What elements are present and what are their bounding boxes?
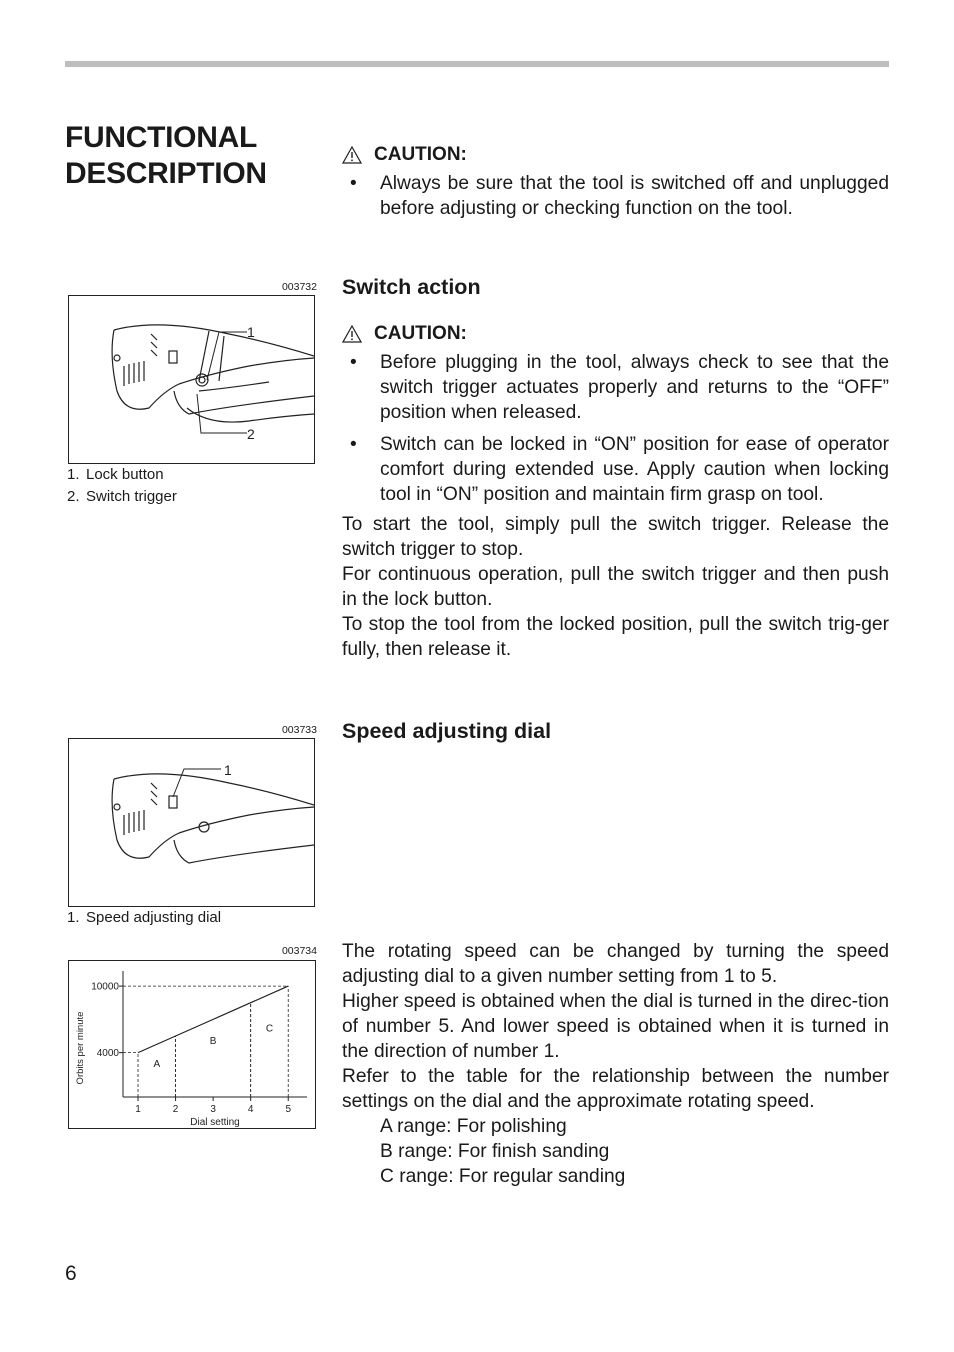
caution-bullet: • Before plugging in the tool, always check to see that the switch trigger actuates properly and returns to the “OFF” position when released. — [350, 352, 889, 423]
figure-legend — [67, 464, 177, 508]
legend-label: Lock button — [86, 466, 164, 483]
legend-label: Speed adjusting dial — [86, 909, 222, 926]
x-tick-label: 3 — [210, 1104, 216, 1115]
legend-item — [67, 464, 177, 486]
caution-bullet-text: Switch can be locked in “ON” position for ease of operator comfort during extended use. Apply caution when locking tool in “ON” position and maintain firm grasp on tool. — [380, 434, 889, 505]
range-line: C range: For regular sanding — [380, 1166, 626, 1187]
figure-callout: 2 — [247, 426, 255, 442]
speed-chart — [68, 960, 316, 1129]
speed-chart-svg — [69, 961, 315, 1128]
y-axis-title: Orbits per minute — [75, 1011, 86, 1085]
legend-item — [67, 486, 177, 508]
x-tick-label: 5 — [285, 1104, 292, 1115]
warning-triangle-icon — [342, 325, 362, 343]
region-label: B — [209, 1035, 217, 1047]
speed-dial-body — [342, 939, 889, 1189]
caution-heading — [342, 321, 889, 346]
legend-item — [67, 907, 221, 929]
paragraph: Higher speed is obtained when the dial is turned in the direc-tion of number 5. And lower speed is obtained when it is turned in the direction of number 1. — [342, 991, 889, 1062]
figure-code: 003733 — [281, 724, 317, 736]
caution-label: CAUTION: — [374, 144, 467, 165]
tool-illustration — [69, 739, 314, 906]
y-tick-label: 4000 — [96, 1048, 119, 1060]
region-label: A — [153, 1059, 161, 1071]
figure-callout: 1 — [224, 762, 232, 778]
y-tick-label: 10000 — [91, 981, 119, 993]
warning-triangle-icon — [342, 146, 362, 164]
caution-bullet-text: Before plugging in the tool, always check to see that the switch trigger actuates properly and returns to the “OFF” position when released. — [380, 352, 889, 423]
speed-dial-heading: Speed adjusting dial — [342, 719, 552, 743]
paragraph: Refer to the table for the relationship between the number settings on the dial and the approximate rotating speed. — [342, 1066, 889, 1112]
section-title — [65, 120, 325, 192]
x-axis-title: Dial setting — [190, 1117, 240, 1128]
intro-caution — [342, 142, 889, 221]
tool-illustration — [69, 296, 314, 463]
range-line: B range: For finish sanding — [380, 1141, 610, 1162]
legend-num: 2. — [67, 488, 80, 505]
paragraph: The rotating speed can be changed by turning the speed adjusting dial to a given number setting from 1 to 5. — [342, 941, 889, 987]
switch-action-heading: Switch action — [342, 275, 481, 299]
x-tick-label: 1 — [135, 1104, 141, 1115]
region-label: C — [265, 1023, 274, 1035]
dial-figure — [68, 738, 315, 907]
caution-bullet-text: Always be sure that the tool is switched off and unplugged before adjusting or checking function on the tool. — [380, 173, 889, 219]
caution-label: CAUTION: — [374, 323, 467, 344]
legend-label: Switch trigger — [86, 488, 177, 505]
legend-num: 1. — [67, 466, 80, 483]
section-title-line2: DESCRIPTION — [65, 157, 267, 190]
caution-bullet: • Switch can be locked in “ON” position for ease of operator comfort during extended use. Apply caution when locking tool in “ON” position and maintain firm grasp on tool. — [350, 434, 889, 505]
figure-legend — [67, 907, 221, 929]
top-rule — [65, 61, 889, 67]
x-tick-label: 4 — [247, 1104, 254, 1115]
range-line: A range: For polishing — [380, 1116, 567, 1137]
x-tick-label: 2 — [172, 1104, 179, 1115]
paragraph: For continuous operation, pull the switch trigger and then push in the lock button. — [342, 564, 889, 610]
switch-action-body — [342, 321, 889, 662]
caution-bullet: • Always be sure that the tool is switched off and unplugged before adjusting or checking function on the tool. — [350, 173, 889, 219]
legend-num: 1. — [67, 909, 80, 926]
paragraph: To start the tool, simply pull the switch trigger. Release the switch trigger to stop. — [342, 514, 889, 560]
figure-code: 003734 — [281, 945, 317, 957]
page-number: 6 — [65, 1262, 77, 1285]
caution-heading — [342, 142, 889, 167]
paragraph: To stop the tool from the locked position, pull the switch trig-ger fully, then release it. — [342, 614, 889, 660]
switch-figure — [68, 295, 315, 464]
figure-callout: 1 — [247, 324, 255, 340]
figure-code: 003732 — [281, 281, 317, 293]
section-title-line1: FUNCTIONAL — [65, 121, 257, 154]
